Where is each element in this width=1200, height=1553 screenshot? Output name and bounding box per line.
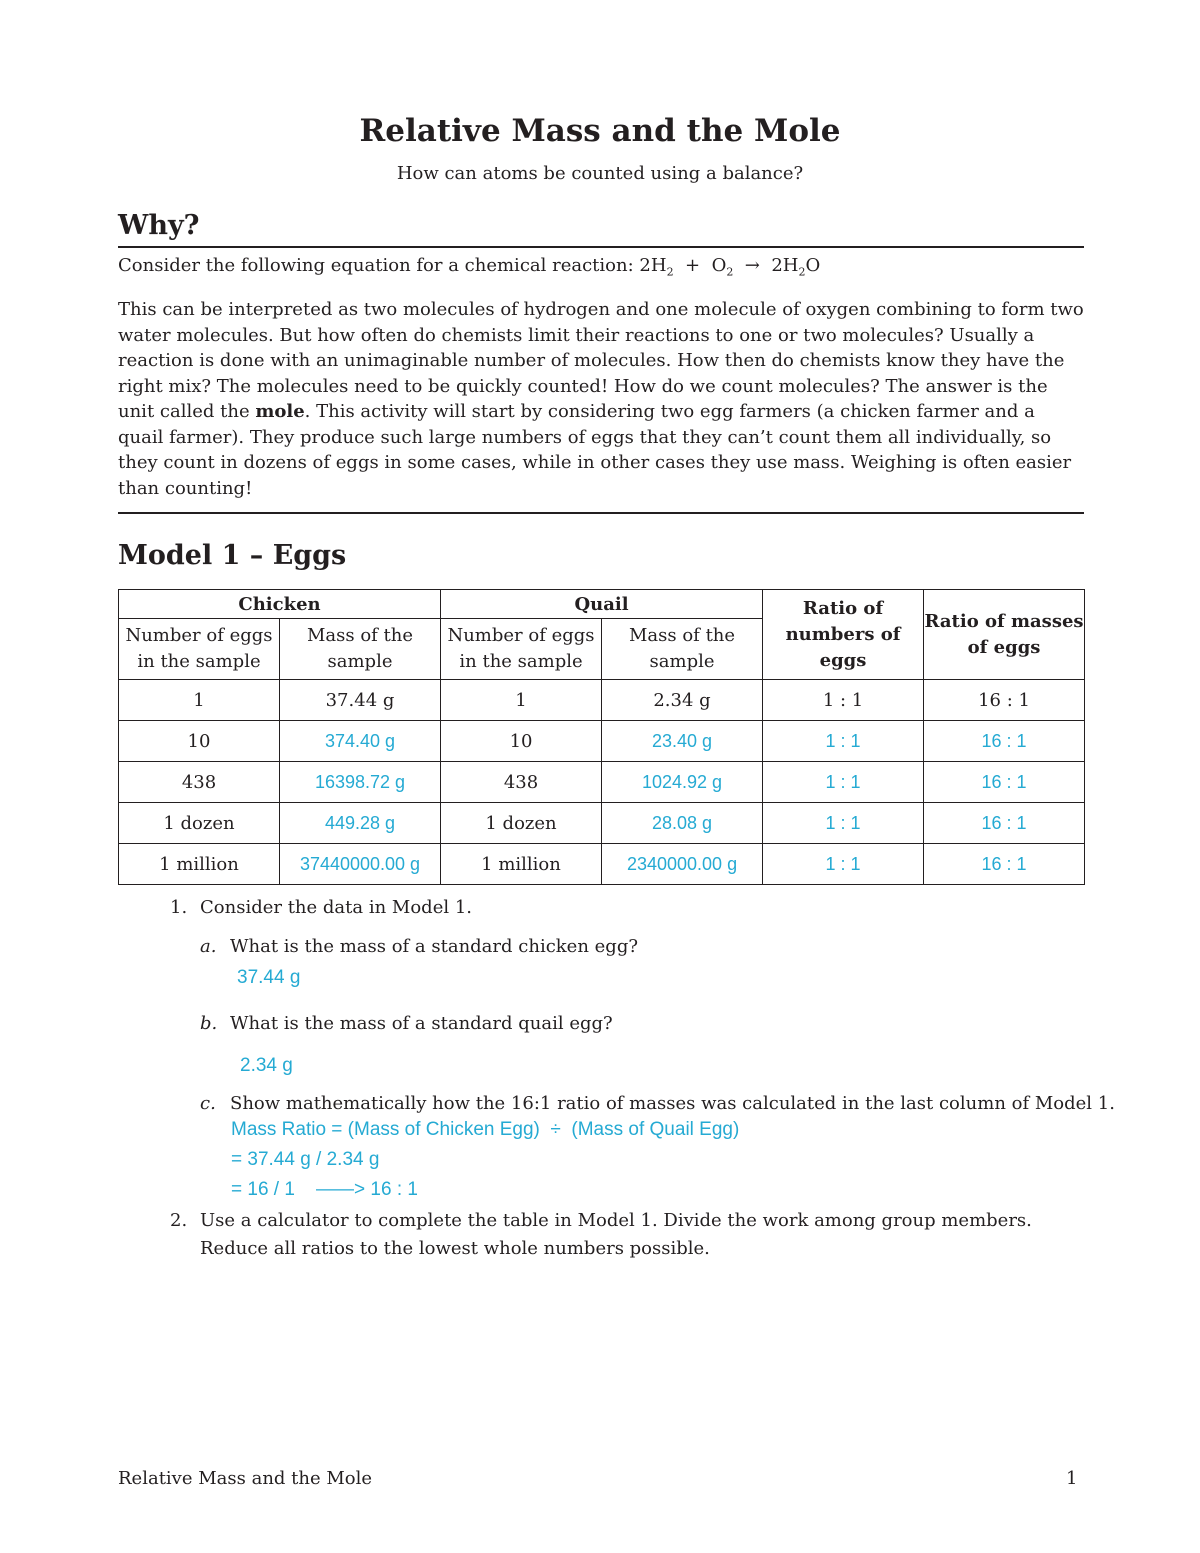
chicken-mass-answer: 37440000.00 g xyxy=(280,844,441,885)
plus-sign: + xyxy=(685,255,701,276)
quail-number-cell: 438 xyxy=(441,762,602,803)
ratio-numbers-answer: 1 : 1 xyxy=(763,803,924,844)
chicken-number-cell: 438 xyxy=(119,762,280,803)
ratio-numbers-cell: 1 : 1 xyxy=(763,680,924,721)
quail-mass-answer: 28.08 g xyxy=(602,803,763,844)
question-1c-text: Show mathematically how the 16:1 ratio of masses was calculated in the last column of Model 1. xyxy=(230,1093,1115,1114)
quail-mass-cell: 2.34 g xyxy=(602,680,763,721)
why-paragraph: This can be interpreted as two molecules of hydrogen and one molecule of oxygen combining to form two water molecules. But how often do chemists limit their reactions to one or two molecules? Usually a reaction is done with an unimaginable number of molecules. How then do chemists know they have the right mix? The molecules need to be quickly counted! How do we count molecules? The answer is the unit called the mole. This activity will start by considering two egg farmers (a chicken farmer and a quail farmer). They produce such large numbers of eggs that they can’t count them all individually, so they count in dozens of eggs in some cases, while in other cases they use mass. Weighing is often easier than counting! xyxy=(118,299,1084,499)
header-ratio-masses: Ratio of masses of eggs xyxy=(924,590,1085,680)
answer-1c-line-1: Mass Ratio = (Mass of Chicken Egg) ÷ (Mass of Quail Egg) xyxy=(231,1119,740,1140)
page-title: Relative Mass and the Mole xyxy=(359,113,841,149)
question-2-number: 2. xyxy=(170,1210,188,1231)
product-water: $2H_2O$ xyxy=(771,255,821,279)
question-1b-letter: b. xyxy=(200,1013,218,1034)
header-quail-number: Number of eggs in the sample xyxy=(441,619,602,680)
equation-intro: Consider the following equation for a chemical reaction: xyxy=(118,255,634,276)
question-1-number: 1. xyxy=(170,897,188,918)
question-2-line-1: Use a calculator to complete the table in Model 1. Divide the work among group members. xyxy=(200,1210,1032,1231)
why-top-rule xyxy=(118,246,1084,248)
equation-line xyxy=(118,255,820,279)
ratio-numbers-answer: 1 : 1 xyxy=(763,762,924,803)
reactant-hydrogen: $2H_2$ xyxy=(639,255,674,279)
chicken-number-cell: 1 dozen xyxy=(119,803,280,844)
header-chicken-mass: Mass of the sample xyxy=(280,619,441,680)
header-chicken-number: Number of eggs in the sample xyxy=(119,619,280,680)
reaction-arrow: → xyxy=(744,255,760,276)
table-row xyxy=(119,803,1085,844)
model-heading: Model 1 – Eggs xyxy=(118,540,347,571)
quail-mass-answer: 23.40 g xyxy=(602,721,763,762)
mole-term: mole xyxy=(255,401,305,422)
header-quail-mass: Mass of the sample xyxy=(602,619,763,680)
table-row xyxy=(119,721,1085,762)
ratio-masses-answer: 16 : 1 xyxy=(924,803,1085,844)
quail-mass-answer: 2340000.00 g xyxy=(602,844,763,885)
footer-title: Relative Mass and the Mole xyxy=(118,1468,373,1489)
ratio-masses-answer: 16 : 1 xyxy=(924,762,1085,803)
question-2-line-2: Reduce all ratios to the lowest whole numbers possible. xyxy=(200,1238,710,1259)
question-1a-text: What is the mass of a standard chicken egg? xyxy=(230,936,638,957)
table-row xyxy=(119,680,1085,721)
reactant-oxygen: $O_2$ xyxy=(711,255,734,279)
question-1-text: Consider the data in Model 1. xyxy=(200,897,473,918)
question-1c-letter: c. xyxy=(200,1093,216,1114)
chicken-mass-answer: 374.40 g xyxy=(280,721,441,762)
answer-1c-line-3: = 16 / 1 ——> 16 : 1 xyxy=(231,1179,418,1200)
quail-number-cell: 1 xyxy=(441,680,602,721)
model-table xyxy=(118,589,1085,885)
answer-1a: 37.44 g xyxy=(237,967,301,988)
chicken-number-cell: 1 million xyxy=(119,844,280,885)
quail-number-cell: 10 xyxy=(441,721,602,762)
header-quail: Quail xyxy=(441,590,763,619)
quail-number-cell: 1 dozen xyxy=(441,803,602,844)
ratio-numbers-answer: 1 : 1 xyxy=(763,721,924,762)
ratio-numbers-answer: 1 : 1 xyxy=(763,844,924,885)
header-ratio-numbers: Ratio of numbers of eggs xyxy=(763,590,924,680)
ratio-masses-answer: 16 : 1 xyxy=(924,844,1085,885)
table-row xyxy=(119,762,1085,803)
question-1b-text: What is the mass of a standard quail egg? xyxy=(230,1013,613,1034)
header-chicken: Chicken xyxy=(119,590,441,619)
quail-mass-answer: 1024.92 g xyxy=(602,762,763,803)
chicken-mass-cell: 37.44 g xyxy=(280,680,441,721)
why-heading: Why? xyxy=(118,210,200,241)
chicken-number-cell: 10 xyxy=(119,721,280,762)
page-subtitle: How can atoms be counted using a balance? xyxy=(396,163,804,184)
ratio-masses-cell: 16 : 1 xyxy=(924,680,1085,721)
table-row xyxy=(119,844,1085,885)
chicken-mass-answer: 449.28 g xyxy=(280,803,441,844)
ratio-masses-answer: 16 : 1 xyxy=(924,721,1085,762)
why-bottom-rule xyxy=(118,512,1084,514)
page-number: 1 xyxy=(1066,1468,1078,1489)
quail-number-cell: 1 million xyxy=(441,844,602,885)
answer-1c-line-2: = 37.44 g / 2.34 g xyxy=(231,1149,380,1170)
question-1a-letter: a. xyxy=(200,936,217,957)
chicken-mass-answer: 16398.72 g xyxy=(280,762,441,803)
answer-1b: 2.34 g xyxy=(240,1055,293,1076)
chicken-number-cell: 1 xyxy=(119,680,280,721)
